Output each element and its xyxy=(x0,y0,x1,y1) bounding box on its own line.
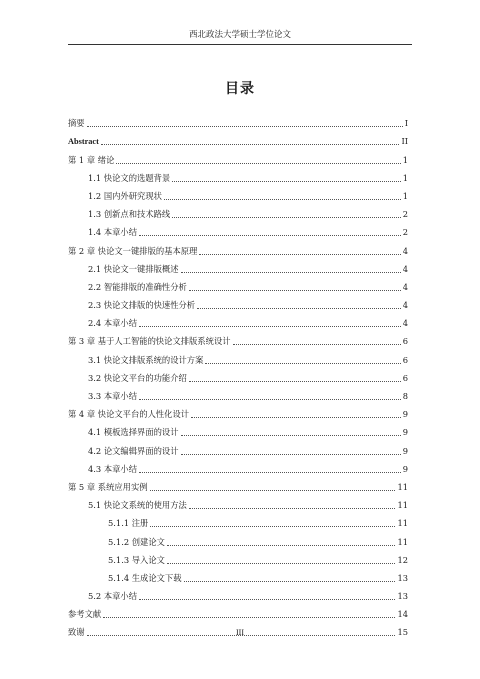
toc-dot-leader xyxy=(172,180,401,182)
toc-entry-label: 4.2 论文编辑界面的设计 xyxy=(88,445,179,456)
toc-entry-label: 2.1 快论文一键排版概述 xyxy=(88,263,179,274)
toc-entry-page: 6 xyxy=(402,336,408,347)
toc-dot-leader xyxy=(87,125,403,127)
toc-entry-page: 9 xyxy=(402,445,408,456)
toc-entry[interactable] xyxy=(68,420,408,438)
toc-entry[interactable] xyxy=(68,566,408,584)
toc-entry-label: 1.2 国内外研究现状 xyxy=(88,190,162,201)
toc-entry[interactable] xyxy=(68,584,408,602)
toc-entry[interactable] xyxy=(68,511,408,529)
toc-dot-leader xyxy=(205,362,400,364)
toc-entry-label: Abstract xyxy=(68,137,99,147)
toc-dot-leader xyxy=(139,471,401,473)
toc-entry-label: 参考文献 xyxy=(68,609,102,620)
toc-entry-label: 3.2 快论文平台的功能介绍 xyxy=(88,372,187,383)
toc-entry-label: 5.1.3 导入论文 xyxy=(108,554,165,565)
table-of-contents xyxy=(68,111,408,638)
toc-entry-label: 5.1 快论文系统的使用方法 xyxy=(88,500,187,511)
toc-entry[interactable] xyxy=(68,602,408,620)
toc-entry-page: 9 xyxy=(402,427,408,438)
toc-entry-page: 9 xyxy=(402,409,408,420)
toc-dot-leader xyxy=(101,143,400,145)
toc-entry-page: 15 xyxy=(397,627,408,638)
toc-dot-leader xyxy=(199,253,400,255)
toc-entry-label: 4.3 本章小结 xyxy=(88,463,138,474)
toc-entry-label: 2.4 本章小结 xyxy=(88,318,138,329)
toc-entry-page: 11 xyxy=(397,536,408,547)
toc-dot-leader xyxy=(233,343,401,345)
toc-entry-page: 11 xyxy=(397,481,408,492)
toc-entry[interactable] xyxy=(68,166,408,184)
toc-entry-label: 1.1 快论文的选题背景 xyxy=(88,172,171,183)
toc-entry-label: 5.1.1 注册 xyxy=(108,518,149,529)
toc-entry-page: 4 xyxy=(402,318,408,329)
toc-entry[interactable] xyxy=(68,202,408,220)
toc-entry[interactable] xyxy=(68,366,408,384)
toc-entry-page: 13 xyxy=(397,572,408,583)
toc-dot-leader xyxy=(139,325,401,327)
toc-entry-page: I xyxy=(404,118,408,129)
toc-entry-page: 1 xyxy=(402,172,408,183)
toc-entry-label: 3.3 本章小结 xyxy=(88,391,138,401)
toc-dot-leader xyxy=(164,198,401,200)
toc-entry[interactable] xyxy=(68,329,408,347)
toc-entry-label: 5.1.2 创建论文 xyxy=(108,536,165,547)
toc-entry-page: 8 xyxy=(402,391,408,401)
toc-entry-page: 4 xyxy=(402,300,408,311)
toc-entry[interactable] xyxy=(68,548,408,566)
toc-entry[interactable] xyxy=(68,457,408,475)
toc-dot-leader xyxy=(191,416,401,418)
toc-dot-leader xyxy=(139,234,401,236)
toc-dot-leader xyxy=(181,434,401,436)
toc-dot-leader xyxy=(167,562,396,564)
toc-entry[interactable] xyxy=(68,475,408,493)
toc-dot-leader xyxy=(189,289,401,291)
toc-entry[interactable] xyxy=(68,384,408,402)
toc-entry-page: 6 xyxy=(402,372,408,383)
toc-entry-page: 2 xyxy=(402,227,408,238)
toc-dot-leader xyxy=(189,380,401,382)
toc-entry-page: 2 xyxy=(402,209,408,220)
toc-entry-label: 2.3 快论文排版的快速性分析 xyxy=(88,300,196,311)
toc-entry-label: 5.1.4 生成论文下载 xyxy=(108,572,182,583)
page-title: 目录 xyxy=(225,81,255,97)
page-number: III xyxy=(236,628,244,637)
toc-entry[interactable] xyxy=(68,111,408,129)
toc-dot-leader xyxy=(197,307,401,309)
toc-entry-page: 12 xyxy=(397,554,408,565)
toc-entry-label: 第 2 章 快论文一键排版的基本原理 xyxy=(68,245,198,256)
toc-entry-label: 2.2 智能排版的准确性分析 xyxy=(88,281,187,292)
toc-entry-label: 1.4 本章小结 xyxy=(88,227,138,238)
toc-entry[interactable] xyxy=(68,347,408,365)
toc-dot-leader xyxy=(184,580,396,582)
toc-entry-label: 3.1 快论文排版系统的设计方案 xyxy=(88,354,204,365)
toc-entry-page: 11 xyxy=(397,518,408,529)
toc-entry-label: 4.1 模板选择界面的设计 xyxy=(88,427,179,438)
toc-entry-label: 摘要 xyxy=(68,118,85,129)
toc-entry[interactable] xyxy=(68,220,408,238)
page-header: 西北政法大学硕士学位论文 xyxy=(68,26,412,45)
toc-entry[interactable] xyxy=(68,147,408,165)
toc-dot-leader xyxy=(181,271,401,273)
toc-entry-label: 第 4 章 快论文平台的人性化设计 xyxy=(68,409,190,420)
toc-entry[interactable] xyxy=(68,257,408,275)
toc-entry-page: 6 xyxy=(402,354,408,365)
toc-dot-leader xyxy=(139,598,395,600)
toc-entry[interactable] xyxy=(68,275,408,293)
toc-entry-page: II xyxy=(401,136,408,147)
toc-dot-leader xyxy=(139,398,401,400)
toc-entry-page: 13 xyxy=(397,591,408,602)
toc-entry[interactable] xyxy=(68,438,408,456)
toc-entry-label: 致谢 xyxy=(68,627,85,638)
toc-entry-page: 9 xyxy=(402,463,408,474)
toc-entry-page: 1 xyxy=(402,190,408,201)
toc-dot-leader xyxy=(150,525,395,527)
toc-entry-label: 第 1 章 绪论 xyxy=(68,154,115,165)
toc-entry-page: 4 xyxy=(402,281,408,292)
toc-entry-page: 14 xyxy=(397,609,408,620)
toc-dot-leader xyxy=(167,544,396,546)
toc-dot-leader xyxy=(181,453,401,455)
toc-dot-leader xyxy=(103,616,395,618)
toc-dot-leader xyxy=(116,162,400,164)
toc-entry-label: 1.3 创新点和技术路线 xyxy=(88,209,171,220)
toc-entry-label: 5.2 本章小结 xyxy=(88,591,138,602)
toc-entry-page: 4 xyxy=(402,263,408,274)
toc-dot-leader xyxy=(189,507,396,509)
toc-entry-page: 4 xyxy=(402,245,408,256)
toc-entry[interactable] xyxy=(68,311,408,329)
toc-entry[interactable] xyxy=(68,184,408,202)
toc-entry-label: 第 5 章 系统应用实例 xyxy=(68,481,148,492)
toc-entry[interactable] xyxy=(68,493,408,511)
toc-entry[interactable] xyxy=(68,129,408,147)
toc-entry[interactable] xyxy=(68,293,408,311)
toc-entry[interactable] xyxy=(68,529,408,547)
toc-entry-page: 1 xyxy=(402,154,408,165)
toc-entry-page: 11 xyxy=(397,500,408,511)
toc-dot-leader xyxy=(172,216,401,218)
toc-entry-label: 第 3 章 基于人工智能的快论文排版系统设计 xyxy=(68,336,231,347)
toc-entry[interactable] xyxy=(68,402,408,420)
toc-entry[interactable] xyxy=(68,238,408,256)
toc-dot-leader xyxy=(150,489,396,491)
